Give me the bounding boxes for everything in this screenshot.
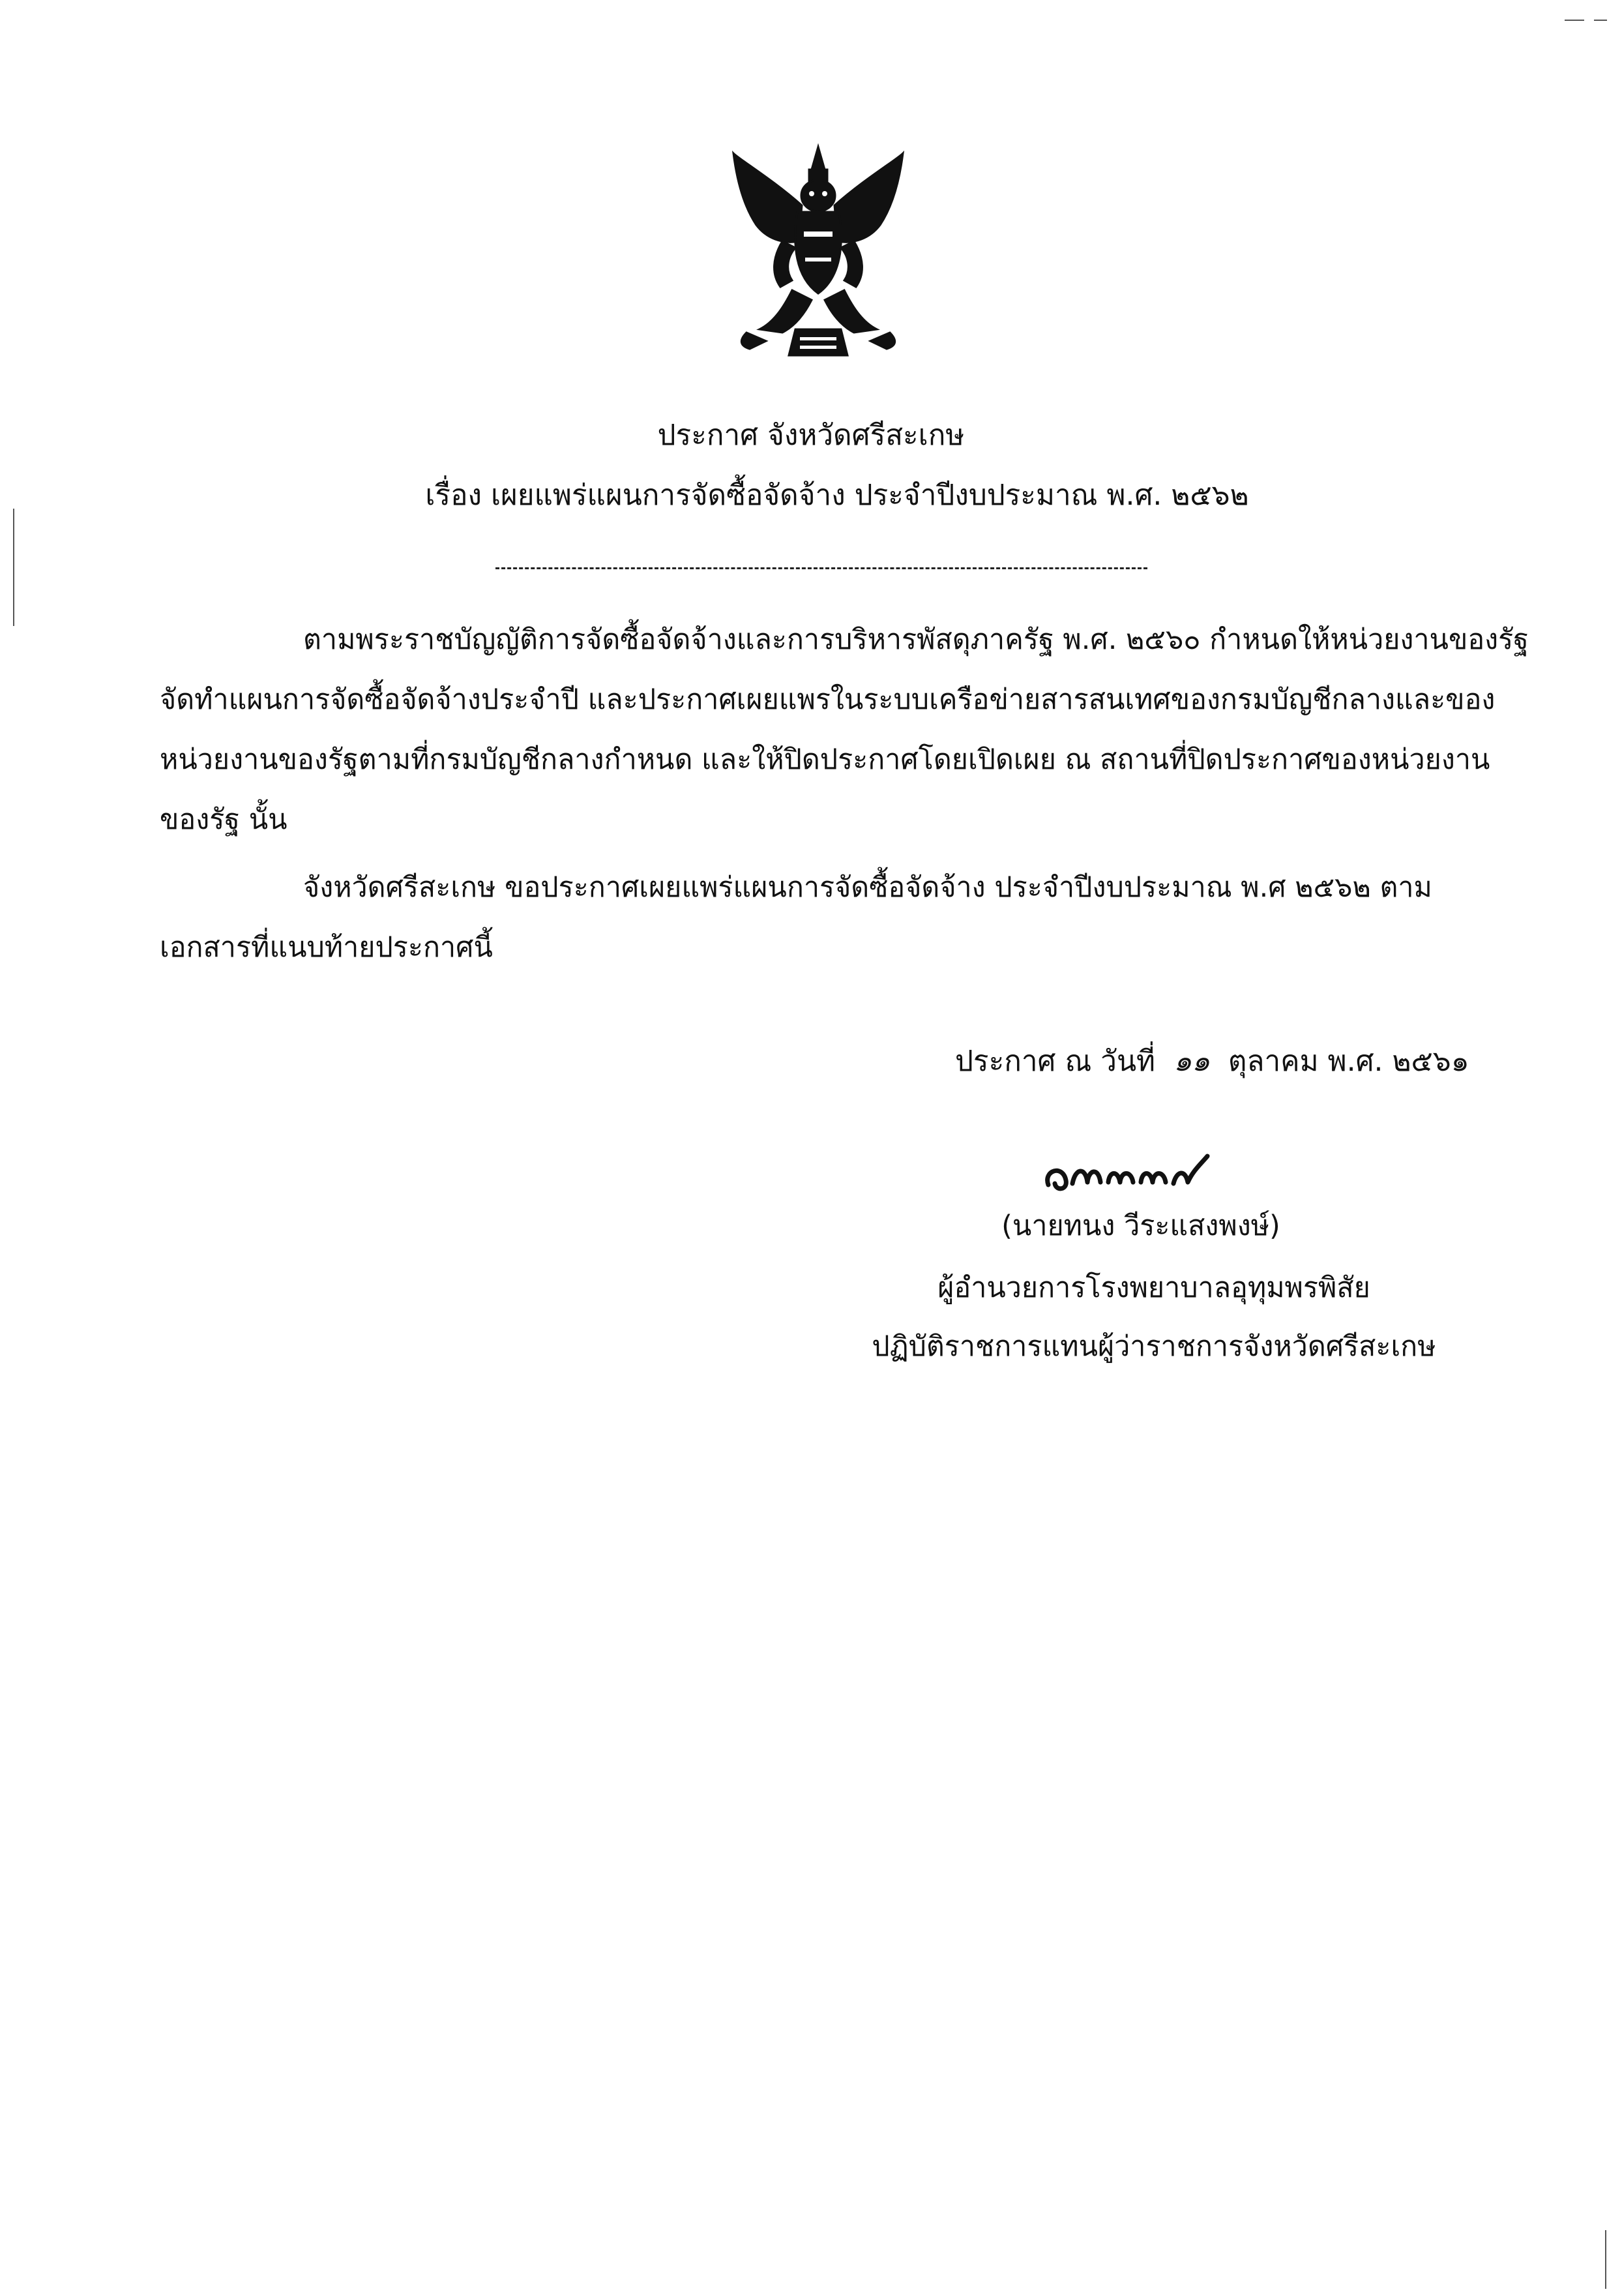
date-day: ๑๑ — [1173, 1045, 1210, 1078]
paragraph-1-line: ของรัฐ นั้น — [160, 803, 288, 836]
paragraph-1-line: ตามพระราชบัญญัติการจัดซื้อจัดจ้างและการบริหารพัสดุภาครัฐ พ.ศ. ๒๕๖๐ กำหนดให้หน่วยงานของรัฐ — [303, 623, 1529, 656]
paragraph-2-line: เอกสารที่แนบท้ายประกาศนี้ — [160, 931, 493, 964]
scan-artifact — [13, 509, 14, 626]
signature-icon — [1037, 1144, 1232, 1203]
announcement-date — [955, 1042, 1490, 1081]
date-month-year: ตุลาคม พ.ศ. ๒๕๖๑ — [1228, 1045, 1469, 1078]
paragraph-1-line: หน่วยงานของรัฐตามที่กรมบัญชีกลางกำหนด และให้ปิดประกาศโดยเปิดเผย ณ สถานที่ปิดประกาศของหน่วยงาน — [160, 743, 1490, 776]
divider — [495, 567, 1147, 569]
scan-artifact — [1565, 20, 1584, 21]
paragraph-1-line: จัดทำแผนการจัดซื้อจัดจ้างประจำปี และประกาศเผยแพรในระบบเครือข่ายสารสนเทศของกรมบัญชีกลางและของ — [160, 683, 1496, 716]
scan-artifact — [1594, 20, 1607, 21]
announcement-subject: เรื่อง เผยแพร่แผนการจัดซื้อจัดจ้าง ประจำปีงบประมาณ พ.ศ. ๒๕๖๒ — [425, 479, 1249, 512]
garuda-emblem-icon — [720, 134, 916, 368]
paragraph-1 — [160, 610, 1529, 850]
signatory-position-1: ผู้อำนวยการโรงพยาบาลอุทุมพรพิสัย — [937, 1272, 1370, 1304]
paragraph-2-line: จังหวัดศรีสะเกษ ขอประกาศเผยแพร่แผนการจัดซื้อจัดจ้าง ประจำปีงบประมาณ พ.ศ ๒๕๖๒ ตาม — [303, 871, 1432, 904]
announcement-title: ประกาศ จังหวัดศรีสะเกษ — [657, 419, 965, 452]
date-prefix: ประกาศ ณ วันที่ — [955, 1045, 1156, 1078]
signatory-position-2: ปฏิบัติราชการแทนผู้ว่าราชการจังหวัดศรีสะเกษ — [872, 1330, 1436, 1363]
signatory-name: (นายทนง วีระแสงพงษ์) — [1001, 1210, 1280, 1242]
paragraph-2 — [160, 857, 1490, 977]
scan-artifact — [1605, 2230, 1606, 2289]
